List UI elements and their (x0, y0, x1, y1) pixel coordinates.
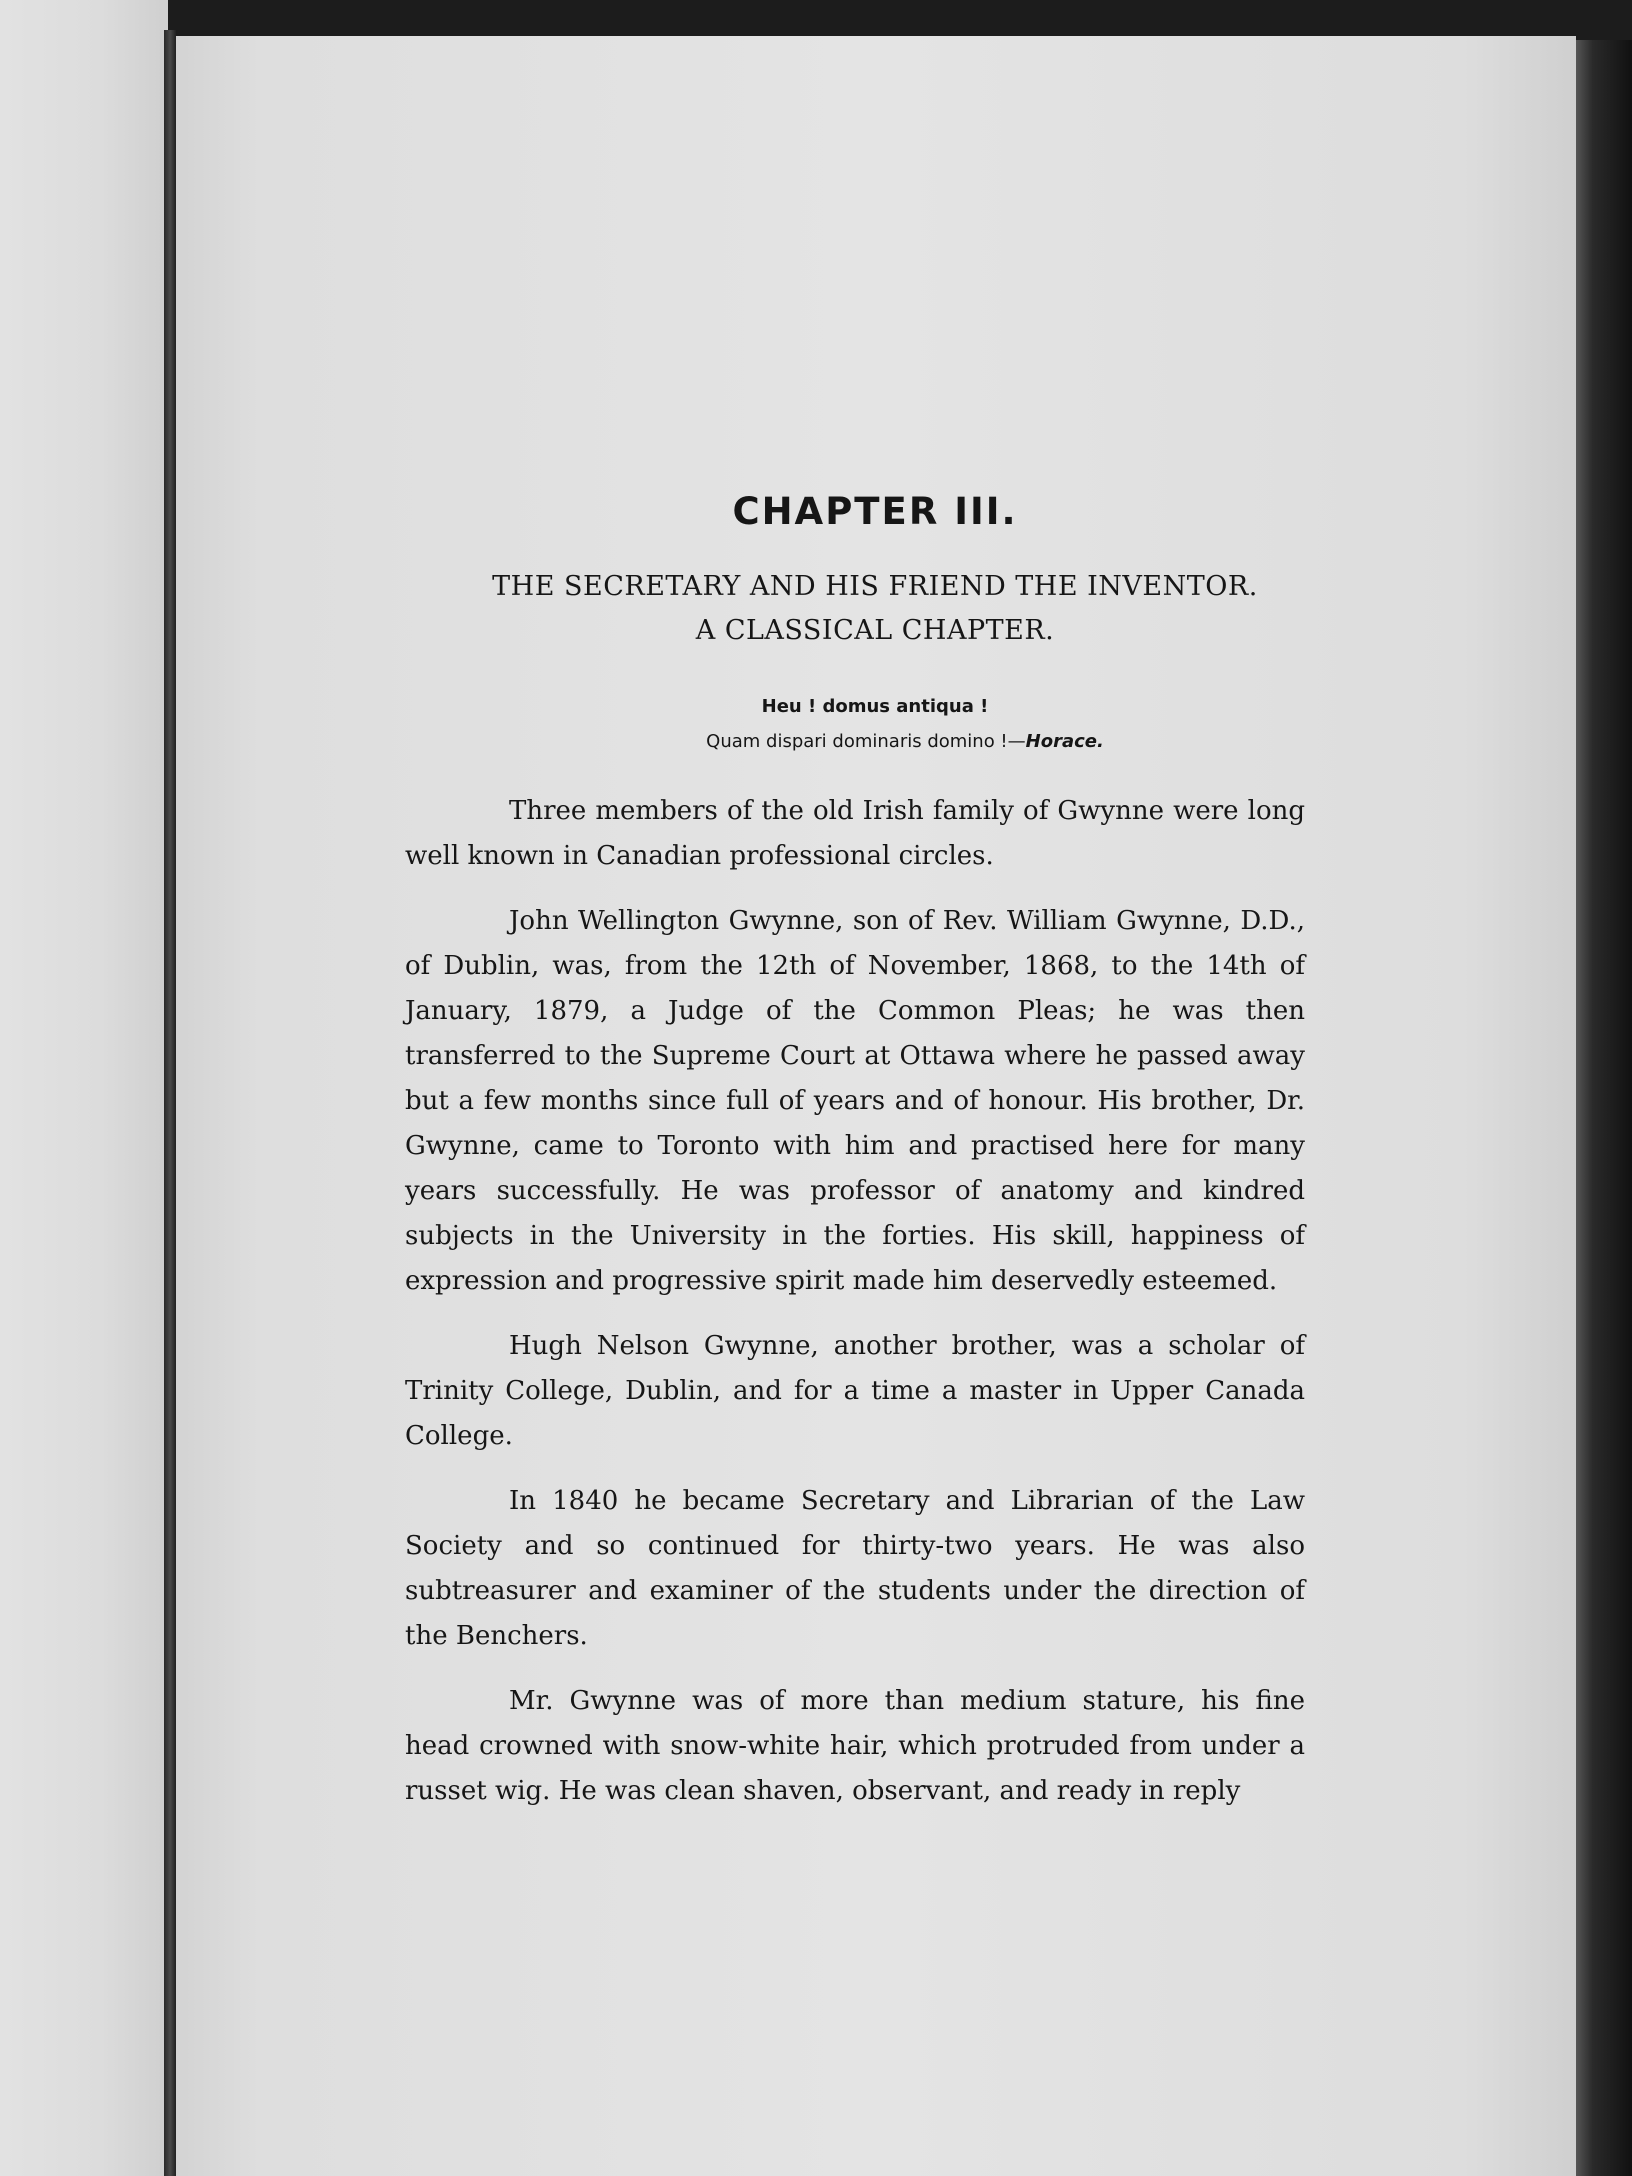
chapter-title: CHAPTER III. (732, 490, 1018, 533)
paragraph-3: Hugh Nelson Gwynne, another brother, was a scholar of Trinity College, Dublin, and for a time a master in Upper Canada College. (405, 1331, 1305, 1451)
epigraph-line-2-text: Quam dispari dominaris domino !— (706, 731, 1026, 752)
paragraph-2: John Wellington Gwynne, son of Rev. William Gwynne, D.D., of Dublin, was, from the 12th of November, 1868, to the 14th of January, 1879, a Judge of the Common Pleas; he was then transferred to the Supreme Court at Ottawa where he passed away but a few months since full of years and of honour. His brother, Dr. Gwynne, came to Toronto with him and practised here for many years successfully. He was professor of anatomy and kindred subjects in the University in the forties. His skill, happiness of expression and progressive spirit made him deservedly esteemed. (405, 906, 1305, 1296)
epigraph-line-2 (445, 724, 1305, 759)
left-page-edge (0, 0, 168, 2176)
epigraph (405, 689, 1305, 759)
epigraph-line-1: Heu ! domus antiqua ! (761, 696, 989, 717)
chapter-subtitle-line-1: THE SECRETARY AND HIS FRIEND THE INVENTOR. (492, 571, 1258, 602)
page-text (405, 490, 1305, 1814)
paragraph-1: Three members of the old Irish family of Gwynne were long well known in Canadian professional circles. (405, 796, 1305, 871)
paragraph-5: Mr. Gwynne was of more than medium stature, his fine head crowned with snow-white hair, which protruded from under a russet wig. He was clean shaven, observant, and ready in reply (405, 1686, 1305, 1806)
book-gutter (164, 30, 176, 2176)
paragraph-4: In 1840 he became Secretary and Librarian of the Law Society and so continued for thirty-two years. He was also subtreasurer and examiner of the students under the direction of the Benchers. (405, 1486, 1305, 1651)
page-right-border (1576, 40, 1632, 2176)
chapter-subtitle-line-2: A CLASSICAL CHAPTER. (695, 615, 1055, 646)
epigraph-attribution: Horace. (1025, 731, 1104, 752)
